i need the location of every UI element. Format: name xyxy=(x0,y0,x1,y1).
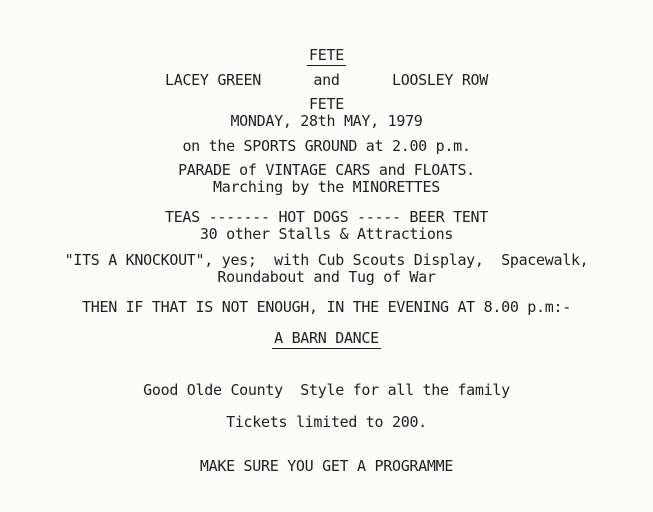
evening-line: THEN IF THAT IS NOT ENOUGH, IN THE EVENING AT 8.00 p.m:- xyxy=(82,298,571,316)
flyer-title-text: FETE xyxy=(309,46,344,64)
barn-dance-title xyxy=(0,330,653,349)
venue-time-line: on the SPORTS GROUND at 2.00 p.m. xyxy=(182,137,471,155)
barn-dance-title-text: A BARN DANCE xyxy=(274,329,379,347)
event-date: MONDAY, 28th MAY, 1979 xyxy=(230,112,423,130)
knockout-line-1: "ITS A KNOCKOUT", yes; with Cub Scouts Display, Spacewalk, xyxy=(64,251,589,269)
parade-line: PARADE of VINTAGE CARS and FLOATS. xyxy=(178,161,475,179)
tickets-line: Tickets limited to 200. xyxy=(226,413,427,431)
style-line: Good Olde County Style for all the family xyxy=(143,381,510,399)
flyer-title xyxy=(0,47,653,66)
stalls-line: 30 other Stalls & Attractions xyxy=(199,225,454,243)
knockout-line-2: Roundabout and Tug of War xyxy=(217,268,436,286)
flyer-subtitle: FETE xyxy=(309,95,344,113)
refreshments-line: TEAS ------- HOT DOGS ----- BEER TENT xyxy=(164,208,489,226)
programme-line: MAKE SURE YOU GET A PROGRAMME xyxy=(199,457,454,475)
marching-line: Marching by the MINORETTES xyxy=(212,178,440,196)
villages-line: LACEY GREEN and LOOSLEY ROW xyxy=(164,71,489,89)
